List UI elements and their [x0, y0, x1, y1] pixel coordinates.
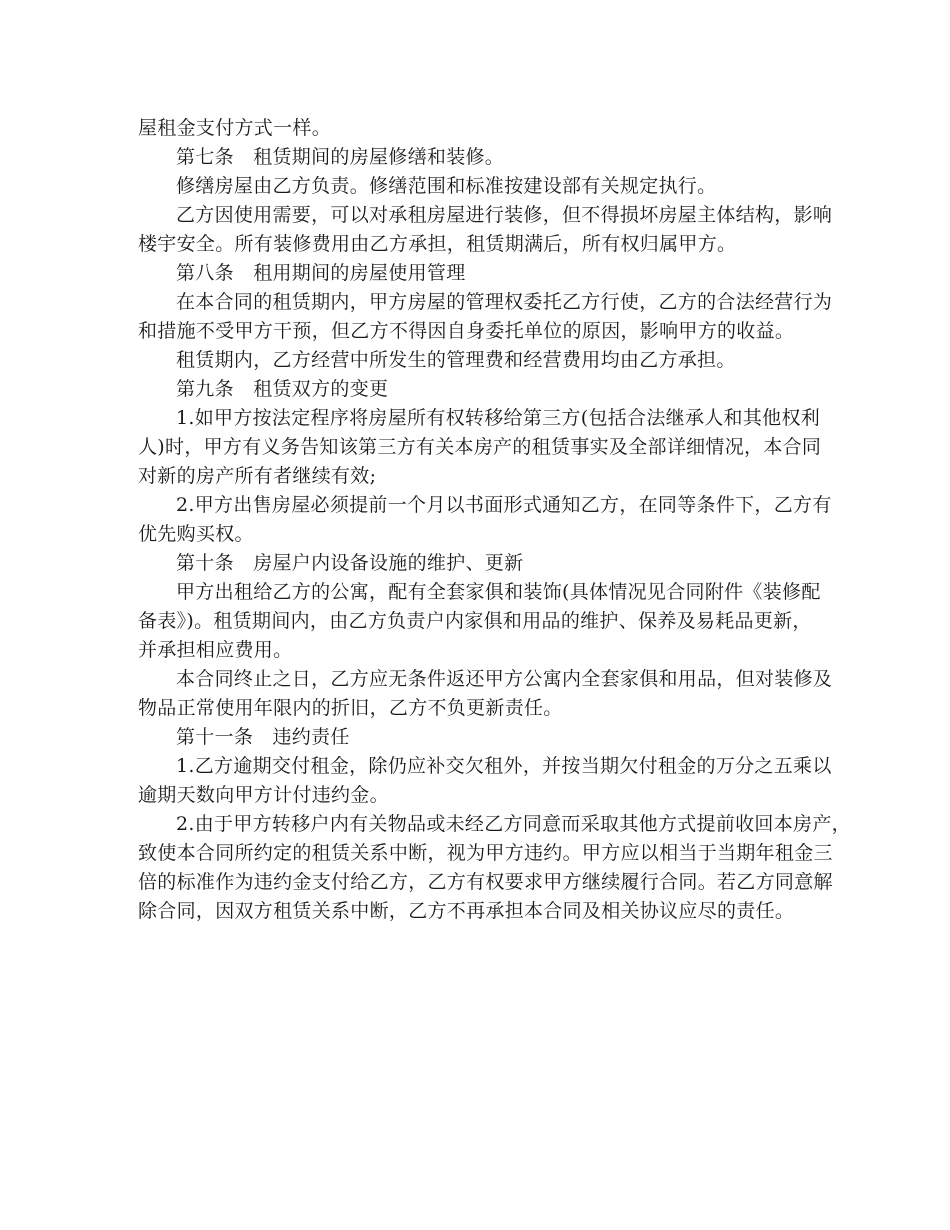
text-line: 甲方出租给乙方的公寓，配有全套家俱和装饰(具体情况见合同附件《装修配 — [176, 581, 821, 603]
text-line: 除合同，因双方租赁关系中断，乙方不再承担本合同及相关协议应尽的责任。 — [138, 900, 795, 922]
text-line: 优先购买权。 — [138, 523, 254, 545]
text-line: 物品正常使用年限内的折旧，乙方不负更新责任。 — [138, 697, 563, 719]
text-line: 人)时，甲方有义务告知该第三方有关本房产的租赁事实及全部详细情况，本合同 — [138, 436, 822, 458]
text-line: 乙方因使用需要，可以对承租房屋进行装修，但不得损坏房屋主体结构，影响 — [176, 204, 833, 226]
text-line: 致使本合同所约定的租赁关系中断，视为甲方违约。甲方应以相当于当期年租金三 — [138, 842, 833, 864]
text-line: 第十一条 违约责任 — [176, 726, 350, 748]
text-line: 修缮房屋由乙方负责。修缮范围和标准按建设部有关规定执行。 — [176, 175, 717, 197]
text-line: 倍的标准作为违约金支付给乙方，乙方有权要求甲方继续履行合同。若乙方同意解 — [138, 871, 833, 893]
text-line: 第八条 租用期间的房屋使用管理 — [176, 262, 466, 284]
text-line: 1.乙方逾期交付租金，除仍应补交欠租外，并按当期欠付租金的万分之五乘以 — [176, 755, 832, 777]
text-line: 本合同终止之日，乙方应无条件返还甲方公寓内全套家俱和用品，但对装修及 — [176, 668, 833, 690]
text-line: 备表》)。租赁期间内，由乙方负责户内家俱和用品的维护、保养及易耗品更新， — [138, 610, 812, 632]
text-line: 逾期天数向甲方计付违约金。 — [138, 784, 389, 806]
text-line: 和措施不受甲方干预，但乙方不得因自身委托单位的原因，影响甲方的收益。 — [138, 320, 795, 342]
text-line: 对新的房产所有者继续有效; — [138, 465, 377, 487]
text-line: 楼宇安全。所有装修费用由乙方承担，租赁期满后，所有权归属甲方。 — [138, 233, 737, 255]
text-line: 2.由于甲方转移户内有关物品或未经乙方同意而采取其他方式提前收回本房产， — [176, 813, 851, 835]
text-line: 租赁期内，乙方经营中所发生的管理费和经营费用均由乙方承担。 — [176, 349, 736, 371]
text-line: 第九条 租赁双方的变更 — [176, 378, 389, 400]
text-line: 第十条 房屋户内设备设施的维护、更新 — [176, 552, 524, 574]
text-line: 2.甲方出售房屋必须提前一个月以书面形式通知乙方，在同等条件下，乙方有 — [176, 494, 832, 516]
text-line: 并承担相应费用。 — [138, 639, 293, 661]
contract-text — [138, 114, 851, 926]
text-line: 第七条 租赁期间的房屋修缮和装修。 — [176, 146, 505, 168]
text-line: 1.如甲方按法定程序将房屋所有权转移给第三方(包括合法继承人和其他权利 — [176, 407, 821, 429]
text-line: 在本合同的租赁期内，甲方房屋的管理权委托乙方行使，乙方的合法经营行为 — [176, 291, 833, 313]
text-line: 屋租金支付方式一样。 — [138, 117, 332, 139]
